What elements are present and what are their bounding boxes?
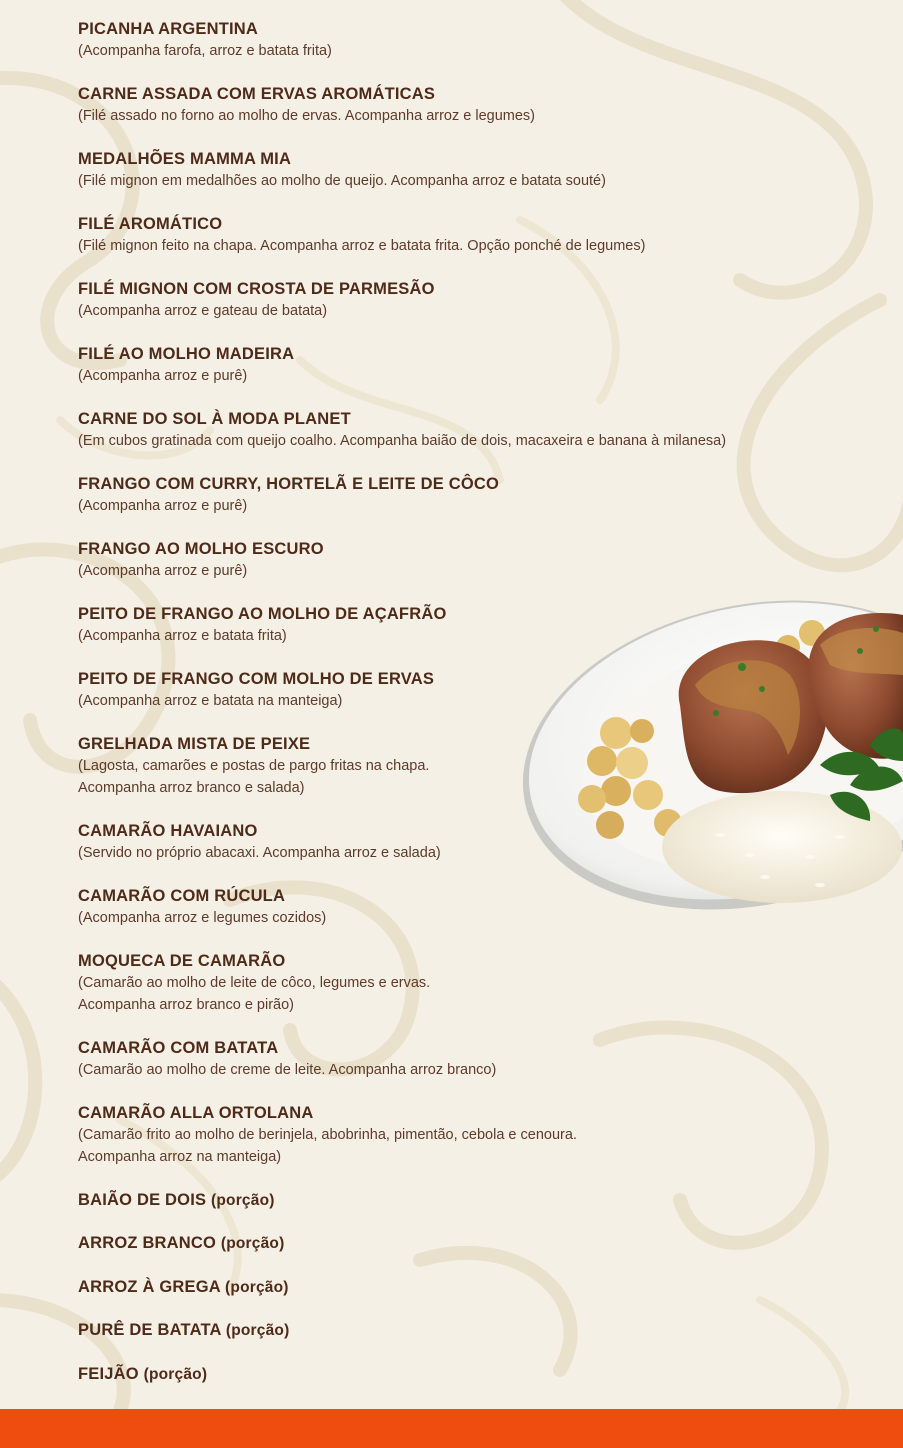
menu-item [78, 18, 878, 63]
item-name-text: PURÊ DE BATATA [78, 1321, 222, 1339]
item-name-text: FEIJÃO [78, 1365, 139, 1383]
item-description: (Acompanha arroz e legumes cozidos) [78, 910, 327, 926]
item-description: (Acompanha farofa, arroz e batata frita) [78, 43, 332, 59]
item-description: (Filé mignon em medalhões ao molho de queijo. Acompanha arroz e batata souté) [78, 173, 606, 189]
footer-bar [0, 1409, 903, 1448]
item-description: (Filé assado no forno ao molho de ervas. Acompanha arroz e legumes) [78, 108, 535, 124]
menu-item [78, 473, 878, 518]
item-name: CARNE ASSADA COM ERVAS AROMÁTICAS [78, 85, 436, 103]
menu-item [78, 1319, 878, 1342]
menu-item [78, 408, 878, 453]
item-description: (Lagosta, camarões e postas de pargo fritas na chapa. Acompanha arroz branco e salada) [78, 758, 430, 796]
item-name: GRELHADA MISTA DE PEIXE [78, 735, 311, 753]
portion-label: (porção) [143, 1366, 208, 1383]
menu-item [78, 148, 878, 193]
item-name: FRANGO AO MOLHO ESCURO [78, 540, 324, 558]
item-name-text: ARROZ À GREGA [78, 1278, 221, 1296]
item-name-text: ARROZ BRANCO [78, 1234, 217, 1252]
item-name-text: BAIÃO DE DOIS [78, 1191, 207, 1209]
portion-label: (porção) [220, 1235, 285, 1252]
item-description: (Camarão ao molho de creme de leite. Acompanha arroz branco) [78, 1062, 497, 1078]
item-name: MEDALHÕES MAMMA MIA [78, 150, 292, 168]
item-description: (Acompanha arroz e purê) [78, 368, 248, 384]
item-name [78, 1189, 878, 1212]
item-description: (Em cubos gratinada com queijo coalho. Acompanha baião de dois, macaxeira e banana à milanesa) [78, 433, 727, 449]
item-name [78, 1319, 878, 1342]
item-name [78, 1363, 878, 1386]
item-description: (Acompanha arroz e gateau de batata) [78, 303, 328, 319]
menu-item [78, 950, 878, 1016]
item-name [78, 1276, 878, 1299]
menu-item [78, 1037, 878, 1082]
item-name: CAMARÃO HAVAIANO [78, 822, 258, 840]
item-name: MOQUECA DE CAMARÃO [78, 952, 286, 970]
menu-item [78, 278, 878, 323]
item-name: PEITO DE FRANGO AO MOLHO DE AÇAFRÃO [78, 605, 447, 623]
item-name: CAMARÃO ALLA ORTOLANA [78, 1104, 314, 1122]
item-description: (Servido no próprio abacaxi. Acompanha arroz e salada) [78, 845, 441, 861]
item-name: FILÉ MIGNON COM CROSTA DE PARMESÃO [78, 280, 435, 298]
item-description: (Camarão frito ao molho de berinjela, abobrinha, pimentão, cebola e cenoura. Acompanha arroz na manteiga) [78, 1127, 577, 1165]
item-description: (Filé mignon feito na chapa. Acompanha arroz e batata frita. Opção ponché de legumes) [78, 238, 646, 254]
item-description: (Acompanha arroz e batata frita) [78, 628, 287, 644]
menu-item [78, 1189, 878, 1212]
portion-label: (porção) [211, 1192, 275, 1209]
item-name: PEITO DE FRANGO COM MOLHO DE ERVAS [78, 670, 435, 688]
item-name: CARNE DO SOL À MODA PLANET [78, 410, 351, 428]
menu-item [78, 1232, 878, 1255]
menu-item [78, 1276, 878, 1299]
menu-item [78, 1102, 878, 1168]
item-description: (Camarão ao molho de leite de côco, legumes e ervas. Acompanha arroz branco e pirão) [78, 975, 431, 1013]
plate-of-steak-rice-pasta-icon [520, 585, 903, 945]
item-name [78, 1232, 878, 1255]
item-description: (Acompanha arroz e purê) [78, 498, 248, 514]
portion-label: (porção) [225, 1279, 289, 1296]
menu-item [78, 343, 878, 388]
item-name: FRANGO COM CURRY, HORTELÃ E LEITE DE CÔCO [78, 475, 500, 493]
portion-label: (porção) [225, 1322, 290, 1339]
item-name: FILÉ AO MOLHO MADEIRA [78, 345, 295, 363]
menu-item [78, 1363, 878, 1386]
item-name: PICANHA ARGENTINA [78, 20, 259, 38]
menu-item [78, 213, 878, 258]
item-name: CAMARÃO COM BATATA [78, 1039, 279, 1057]
menu-item [78, 83, 878, 128]
item-name: CAMARÃO COM RÚCULA [78, 887, 286, 905]
item-description: (Acompanha arroz e batata na manteiga) [78, 693, 343, 709]
item-description: (Acompanha arroz e purê) [78, 563, 248, 579]
menu-item [78, 538, 878, 583]
item-name: FILÉ AROMÁTICO [78, 215, 223, 233]
